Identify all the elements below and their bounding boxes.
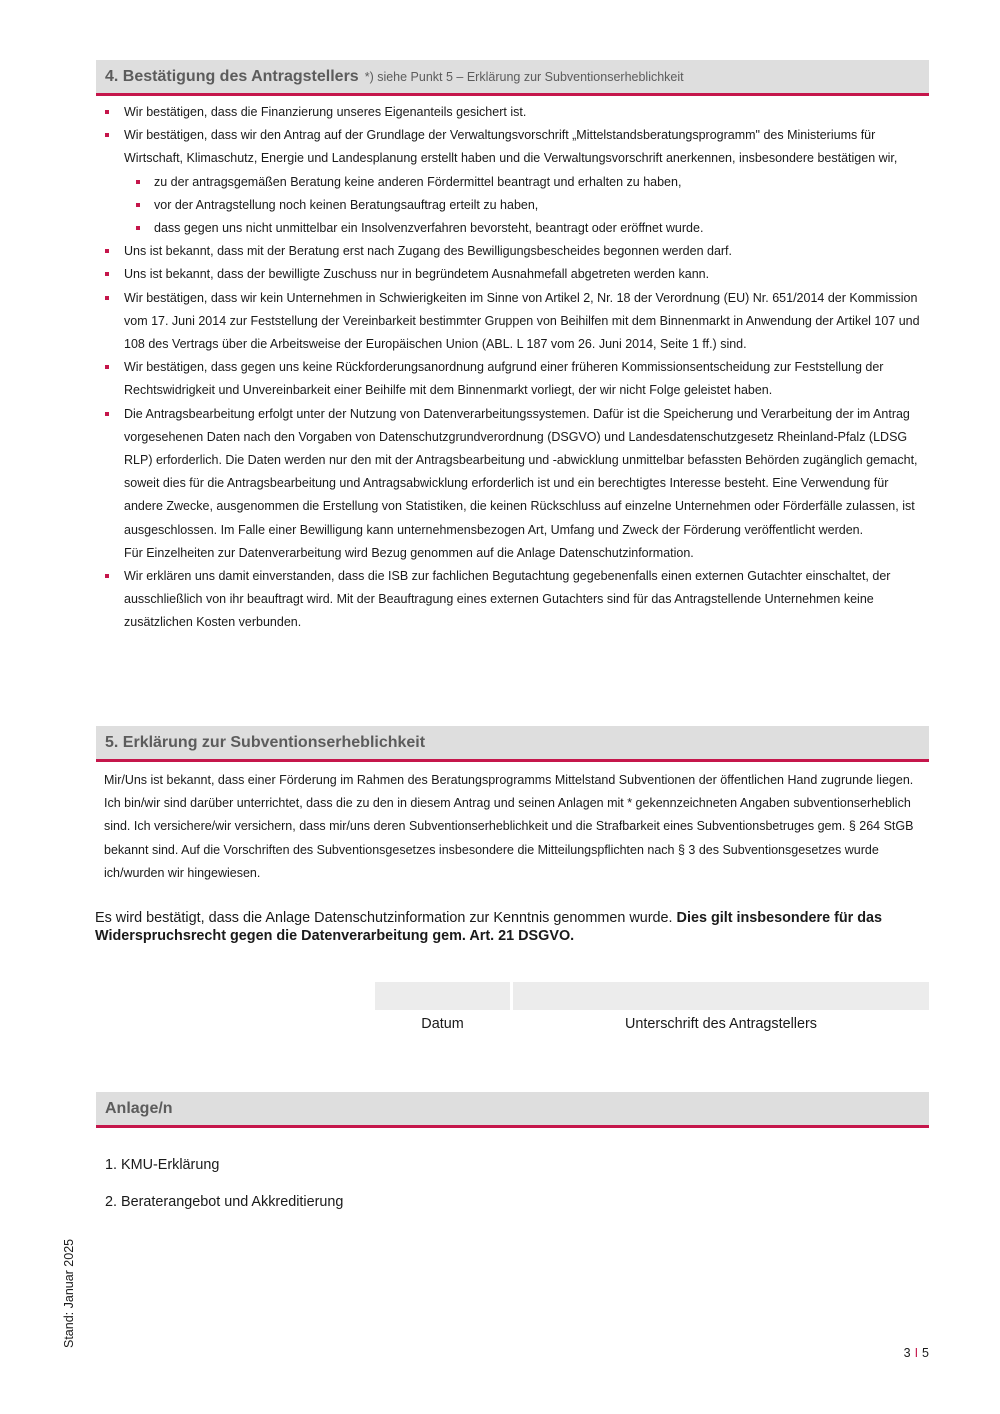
list-item (104, 124, 924, 240)
list-item: Wir bestätigen, dass wir kein Unternehmen in Schwierigkeiten im Sinne von Artikel 2, Nr. 18 der Verordnung (EU) Nr. 651/2014 der Kommission vom 17. Juni 2014 zur Feststellung der Vereinbarkeit bestimmter Gruppen von Beihilfen mit dem Binnenmarkt in Anwendung der Artikel 107 und 108 des Vertrags über die Arbeitsweise der Europäischen Union (ABL. L 187 vom 26. Juni 2014, Seite 1 ff.) sind. (104, 287, 924, 357)
anlage-item: 2. Beraterangebot und Akkreditierung (105, 1194, 344, 1210)
anlage-item: 1. KMU-Erklärung (105, 1157, 220, 1173)
list-item: Wir bestätigen, dass die Finanzierung unseres Eigenanteils gesichert ist. (104, 101, 924, 124)
sub-list-item: vor der Antragstellung noch keinen Beratungsauftrag erteilt zu haben, (124, 194, 924, 217)
sub-list (124, 171, 924, 241)
list-item: Wir bestätigen, dass gegen uns keine Rückforderungsanordnung aufgrund einer früheren Kommissionsentscheidung zur Feststellung der Rechtswidrigkeit und Unvereinbarkeit einer Beihilfe mit dem Binnenmarkt vorliegt, der wir nicht Folge geleistet haben. (104, 356, 924, 402)
section-4-note: *) siehe Punkt 5 – Erklärung zur Subventionserheblichkeit (364, 69, 684, 84)
list-item-continuation: Für Einzelheiten zur Datenverarbeitung wird Bezug genommen auf die Anlage Datenschutzinformation. (124, 545, 694, 560)
anlagen-title: Anlage/n (105, 1099, 173, 1117)
data-protection-confirmation (95, 909, 935, 945)
section-4-title: 4. Bestätigung des Antragstellers (105, 67, 359, 85)
section-4-header (96, 60, 929, 96)
signature-label: Unterschrift des Antragstellers (625, 1016, 817, 1032)
section-5-header (96, 726, 929, 762)
signature-field[interactable] (513, 982, 929, 1010)
list-item-text: Wir bestätigen, dass wir den Antrag auf der Grundlage der Verwaltungsvorschrift „Mittelstandsberatungsprogramm" des Ministeriums für Wirtschaft, Klimaschutz, Energie und Landesplanung erstellt haben und die Verwaltungsvorschrift anerkennen, insbesondere bestätigen wir, (124, 128, 898, 166)
list-item: Die Antragsbearbeitung erfolgt unter der Nutzung von Datenverarbeitungssystemen. Dafür ist die Speicherung und Verarbeitung der im Antrag vorgesehenen Daten nach den Vorgaben von Datenschutzgrundverordnung (DSGVO) und Landesdatenschutzgesetz Rheinland-Pfalz (LDSG RLP) erforderlich. Die Daten werden nur den mit der Antragsbearbeitung und -abwicklung unmittelbar befassten Behörden zugänglich gemacht, soweit dies für die Antragsbearbeitung und Antragsabwicklung erforderlich ist und ein berechtigtes Interesse besteht. Eine Verwendung für andere Zwecke, ausgenommen die Erstellung von Statistiken, die keinen Rückschluss auf einzelne Unternehmen oder Förderfälle zulassen, ist ausgeschlossen. Im Falle einer Bewilligung kann unternehmensbezogen Art, Umfang und Zweck der Förderung veröffentlicht werden. (104, 403, 924, 542)
sub-list-item: zu der antragsgemäßen Beratung keine anderen Fördermittel beantragt und erhalten zu haben, (124, 171, 924, 194)
stand-date: Stand: Januar 2025 (62, 1238, 76, 1348)
list-item: Uns ist bekannt, dass mit der Beratung erst nach Zugang des Bewilligungsbescheides begonnen werden darf. (104, 240, 924, 263)
page-separator: I (914, 1346, 919, 1360)
total-pages: 5 (922, 1346, 929, 1360)
date-label: Datum (421, 1016, 464, 1032)
section-4-list (104, 101, 924, 635)
sub-list-item: dass gegen uns nicht unmittelbar ein Insolvenzverfahren bevorsteht, beantragt oder eröffnet wurde. (124, 217, 924, 240)
date-field[interactable] (375, 982, 510, 1010)
list-item: Wir erklären uns damit einverstanden, dass die ISB zur fachlichen Begutachtung gegebenenfalls einen externen Gutachter einschaltet, der ausschließlich von ihr beauftragt wird. Mit der Beauftragung eines externen Gutachters sind für das Antragstellende Unternehmen keine zusätzlichen Kosten verbunden. (104, 565, 924, 635)
list-item: Uns ist bekannt, dass der bewilligte Zuschuss nur in begründetem Ausnahmefall abgetreten werden kann. (104, 263, 924, 286)
confirmation-bold-text: Dies gilt insbesondere für das Widerspruchsrecht gegen die Datenverarbeitung gem. Art. 21 DSGVO. (95, 910, 883, 944)
page-number (904, 1346, 929, 1360)
section-5-title: 5. Erklärung zur Subventionserheblichkeit (105, 733, 426, 751)
current-page: 3 (903, 1346, 911, 1360)
confirmation-text: Es wird bestätigt, dass die Anlage Datenschutzinformation zur Kenntnis genommen wurde. (95, 910, 673, 926)
anlagen-header (96, 1092, 929, 1128)
section-5-text: Mir/Uns ist bekannt, dass einer Förderung im Rahmen des Beratungsprogramms Mittelstand Subventionen der öffentlichen Hand zugrunde liegen. Ich bin/wir sind darüber unterrichtet, dass die zu den in diesem Antrag und seinen Anlagen mit * gekennzeichneten Angaben subventionserheblich sind. Ich versichere/wir versichern, dass mir/uns deren Subventionserheblichkeit und die Strafbarkeit eines Subventionsbetruges gem. § 264 StGB bekannt sind. Auf die Vorschriften des Subventionsgesetzes insbesondere die Mitteilungspflichten nach § 3 des Subventionsgesetzes wurde ich/wurden wir hingewiesen. (104, 773, 914, 880)
